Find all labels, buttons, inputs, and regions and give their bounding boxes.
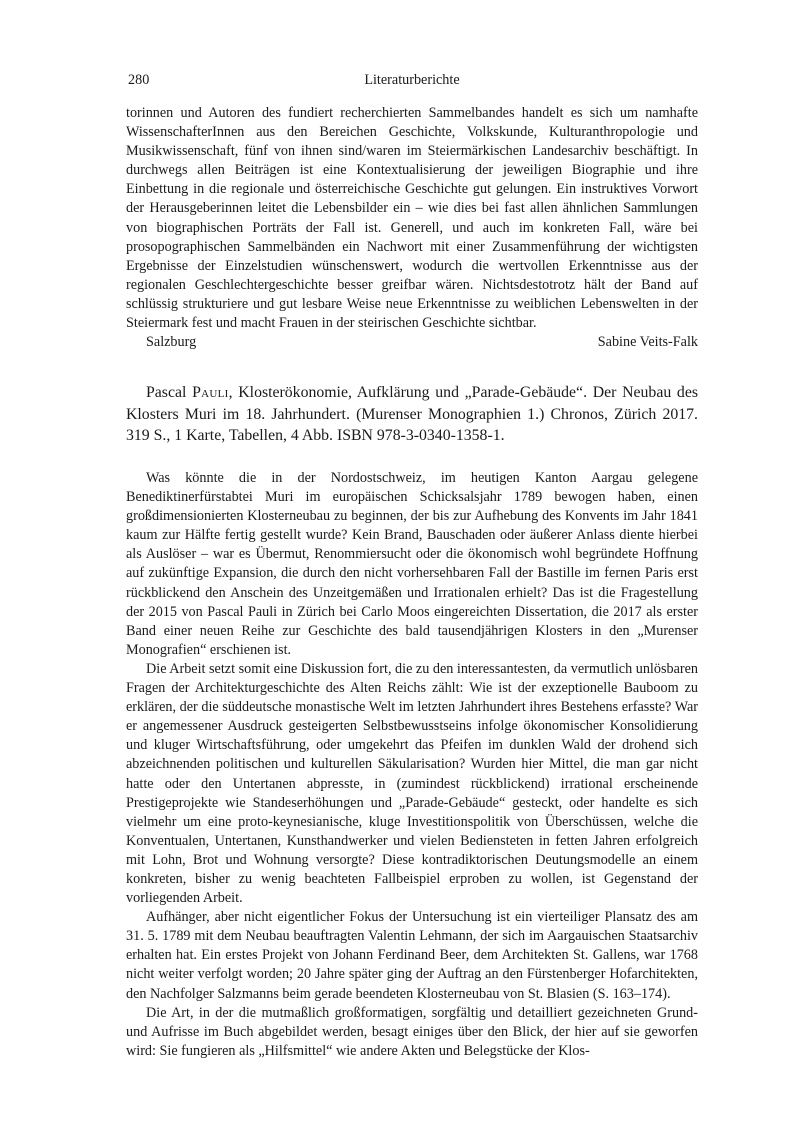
review-paragraph: Was könnte die in der Nordostschweiz, im heutigen Kanton Aargau gelegene Benediktinerfürstabtei Muri im europäischen Schicksalsjahr 1789 bewogen haben, einen großdimensionierten Klosterneubau zu beginnen, der bis zur Aufhebung des Konvents im Jahr 1841 kaum zur Hälfte fertig gestellt wurde? Kein Brand, Bauschaden oder äußerer Anlass diente hierbei als Auslöser – war es Übermut, Renommiersucht oder die ökonomisch wohl begründete Hoffnung auf zukünftige Expansion, die durch den nicht vorhersehbaren Fall der Bastille im fernen Paris erst rückblickend den Anschein des Unzeitgemäßen und Irrationalen erhielt? Das ist die Fragestellung der 2015 von Pascal Pauli in Zürich bei Carlo Moos eingereichten Dissertation, die 2017 als erster Band einer neuen Reihe zur Geschichte des bald tausendjährigen Klosters in den „Murenser Monografien“ erschienen ist.: [126, 470, 698, 658]
review-heading: [126, 382, 698, 447]
page-header: [126, 72, 698, 104]
signature-reviewer: Sabine Veits-Falk: [597, 334, 698, 351]
review-author-first-name: Pascal: [146, 384, 187, 402]
signature-place: Salzburg: [146, 334, 197, 351]
review-citation: , Klosterökonomie, Aufklärung und „Parade-Gebäude“. Der Neubau des Klosters Muri im 18. Jahrhundert. (Murenser Monographien 1.) Chronos, Zürich 2017. 319 S., 1 Karte, Tabellen, 4 Abb. ISBN 978-3-0340-1358-1.: [126, 384, 698, 445]
page: [126, 72, 698, 1061]
review-author-last-name: Pauli: [192, 384, 229, 402]
review-paragraph: Die Arbeit setzt somit eine Diskussion fort, die zu den interessantesten, da vermutlich unlösbaren Fragen der Architekturgeschichte des Alten Reichs zählt: Wie ist der exzeptionelle Bauboom zu erklären, der die süddeutsche monastische Welt im letzten Jahrhundert ihres Bestehens erfasste? War er angemessener Ausdruck gesteigerten Selbstbewusstseins infolge ökonomischer Konsolidierung und kluger Wirtschaftsführung, oder umgekehrt das Pfeifen im dunklen Wald der drohend sich abzeichnenden politischen und kulturellen Säkularisation? Wurden hier Mittel, die man gar nicht hatte oder den Untertanen abpresste, in (zumindest rückblickend) irrational erscheinende Prestigeprojekte wie Standeserhöhungen und „Parade-Gebäude“ gesteckt, oder handelte es sich vielmehr um eine proto-keynesianische, kluge Investitionspolitik von Überschüssen, welche die Konventualen, Untertanen, Kunsthandwerker und vielen Bediensteten in fetten Jahren erfolgreich mit Lohn, Brot und Wohnung versorgte? Diese kontradiktorischen Deutungsmodelle an einem konkreten, bisher zu wenig beachteten Fallbeispiel erproben zu wollen, ist Gegenstand der vorliegenden Arbeit.: [126, 660, 698, 907]
previous-review-signature: [126, 333, 698, 352]
review-paragraph: Aufhänger, aber nicht eigentlicher Fokus der Untersuchung ist ein vierteiliger Plansatz des am 31. 5. 1789 mit dem Neubau beauftragten Valentin Lehmann, der sich im Aargauischen Staatsarchiv erhalten hat. Ein erstes Projekt von Johann Ferdinand Beer, dem Architekten St. Gallens, war 1768 nicht weiter verfolgt worden; 20 Jahre später ging der Auftrag an den Fürstenberger Hofarchitekten, den Nachfolger Salzmanns beim gerade beendeten Klosterneubau von St. Blasien (S. 163–174).: [126, 909, 698, 1002]
review-paragraph: Die Art, in der die mutmaßlich großformatigen, sorgfältig und detailliert gezeichneten Grund- und Aufrisse im Buch abgebildet werden, besagt einiges über den Blick, der hier auf sie geworfen wird: Sie fungieren als „Hilfsmittel“ wie andere Akten und Belegstücke der Klos-: [126, 1004, 698, 1059]
running-head: Literaturberichte: [364, 72, 460, 88]
page-number: 280: [128, 72, 150, 88]
previous-review-paragraph: torinnen und Autoren des fundiert recherchierten Sammelbandes handelt es sich um namhafte WissenschafterInnen aus den Bereichen Geschichte, Volkskunde, Kulturanthropologie und Musikwissenschaft, fünf von ihnen sind/waren im Steiermärkischen Landesarchiv beschäftigt. In durchwegs allen Beiträgen ist eine Kontextualisierung der jeweiligen Biographie und ihre Einbettung in die regionale und österreichische Geschichte gut gelungen. Ein instruktives Vorwort der Herausgeberinnen leitet die Lebensbilder ein – wie dies bei fast allen ähnlichen Sammlungen von biographischen Porträts der Fall ist. Generell, und auch im konkreten Fall, wäre bei prosopographischen Sammelbänden ein Nachwort mit einer Zusammenführung der wichtigsten Ergebnisse der Einzelstudien wünschenswert, wodurch die wertvollen Erkenntnisse aus der regionalen Geschlechtergeschichte besser greifbar wären. Nichtsdestotrotz hält der Band auf schlüssig strukturiere und gut lesbare Weise neue Erkenntnisse zu weiblichen Lebenswelten in der Steiermark fest und macht Frauen in der steirischen Geschichte sichtbar.: [126, 105, 698, 332]
review-body: [126, 469, 698, 1061]
